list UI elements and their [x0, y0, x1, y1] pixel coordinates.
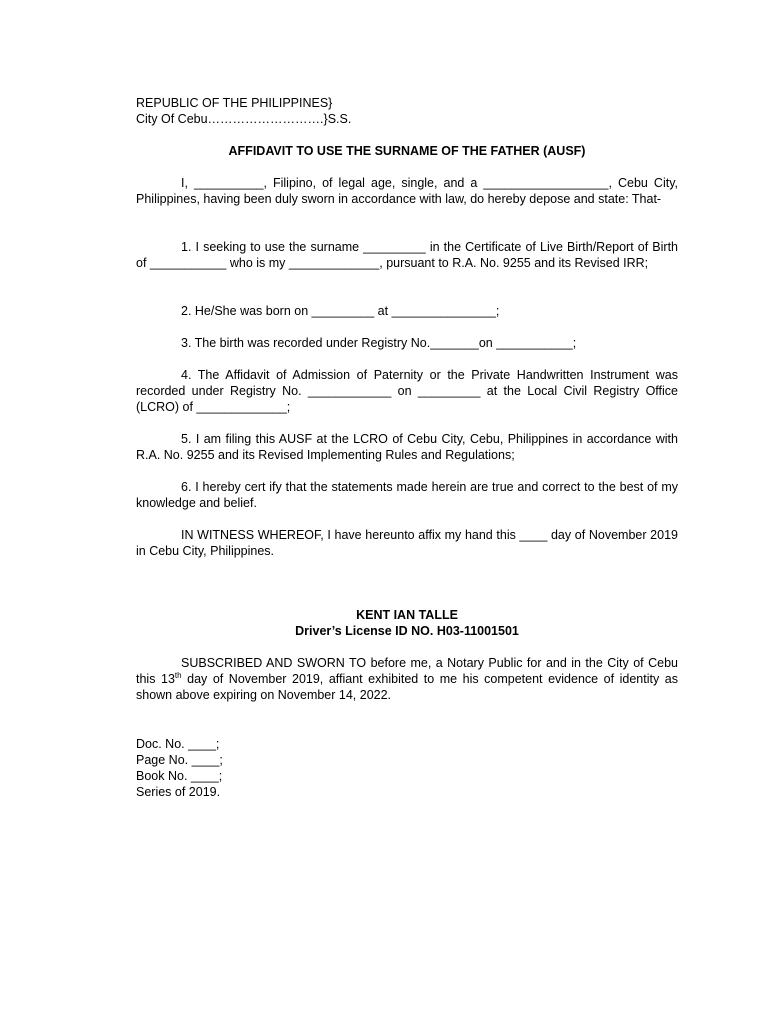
- affiant-name: KENT IAN TALLE: [356, 608, 458, 622]
- document-title: AFFIDAVIT TO USE THE SURNAME OF THE FATHER (AUSF): [228, 144, 586, 158]
- item-1: 1. I seeking to use the surname _________ in the Certificate of Live Birth/Report of Birth of ___________ who is my _____________, pursuant to R.A. No. 9255 and its Revised IRR;: [136, 240, 678, 270]
- item-6: 6. I hereby cert ify that the statements made herein are true and correct to the best of my knowledge and belief.: [136, 480, 678, 510]
- notary-series: Series of 2019.: [136, 785, 221, 799]
- notary-book-no: Book No. ____;: [136, 769, 223, 783]
- item-3: 3. The birth was recorded under Registry No._______on ___________;: [181, 336, 577, 350]
- notary-page-no: Page No. ____;: [136, 753, 223, 767]
- item-5: 5. I am filing this AUSF at the LCRO of Cebu City, Cebu, Philippines in accordance with R.A. No. 9255 and its Revised Implementing Rules and Regulations;: [136, 432, 678, 462]
- item-2: 2. He/She was born on _________ at _______________;: [181, 304, 500, 318]
- header-republic: REPUBLIC OF THE PHILIPPINES}: [136, 96, 333, 110]
- header-city: City Of Cebu……………………….}S.S.: [136, 112, 352, 126]
- item-4: 4. The Affidavit of Admission of Paternity or the Private Handwritten Instrument was recorded under Registry No. ____________ on _________ at the Local Civil Registry Office (LCRO) of _____________;: [136, 368, 678, 414]
- notary-doc-no: Doc. No. ____;: [136, 737, 220, 751]
- jurat-text-1: SUBSCRIBED AND SWORN TO before me, a Notary Public for and in the City of Cebu this 13: [136, 656, 678, 686]
- jurat-text-2: day of November 2019, affiant exhibited to me his competent evidence of identity as shown above expiring on November 14, 2022.: [136, 672, 678, 702]
- jurat-ordinal: th: [174, 670, 182, 680]
- affiant-id: Driver’s License ID NO. H03-11001501: [295, 624, 519, 638]
- witness-paragraph: IN WITNESS WHEREOF, I have hereunto affix my hand this ____ day of November 2019 in Cebu City, Philippines.: [136, 528, 678, 558]
- intro-paragraph: I, __________, Filipino, of legal age, single, and a __________________, Cebu City, Philippines, having been duly sworn in accordance with law, do hereby depose and state: That-: [136, 176, 678, 206]
- jurat-paragraph: [136, 655, 678, 703]
